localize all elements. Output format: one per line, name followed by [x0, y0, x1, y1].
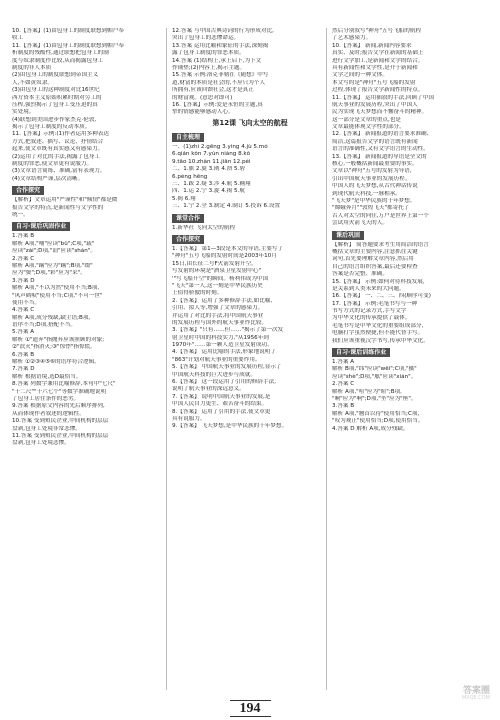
answer-line: 概括文章的主要内容,注意抓住关键: [332, 248, 418, 255]
answer-line: 制度的非人本质: [12, 64, 52, 71]
answer-line: 5.答案 A: [12, 329, 35, 336]
answer-line: 度与奴隶制度作比较,从而揭露包身工: [12, 57, 104, 64]
answer-line: 6.péng hēng: [172, 173, 208, 180]
watermark-logo: [420, 688, 490, 714]
answer-line: 答案是否完整、准确。: [332, 271, 388, 278]
answer-line: 11.【答案】(1)由包身工的制度联想到帕户奉: [12, 42, 124, 49]
watermark-subtext: MXQE.COM: [461, 695, 490, 702]
answer-line: 挚的情感能够感动人心。: [172, 109, 234, 116]
answer-line: 是关系到人类未来的大问题。: [332, 285, 405, 292]
answer-line: 【解析】文章运用"严谨性"和"倾情"都是微: [12, 197, 118, 204]
answer-line: 自己的语言组织答案,最后还要检查: [332, 263, 418, 270]
answer-line: 使用不当。: [12, 299, 40, 306]
answer-line: 9.答案 根据原文内容的先后顺序排列,: [12, 403, 105, 410]
answer-line: 具有新闻性和文学性,是介于新闻和: [332, 64, 418, 71]
answer-line: 收工: [12, 35, 24, 42]
answer-line: 2.答案 C: [332, 381, 355, 388]
answer-line: 然后分别叙写"神舟"五号飞船的航程: [332, 28, 422, 34]
section-header-row: [12, 183, 168, 197]
answer-line: 露了包身工制度的罪恶本质。: [172, 50, 245, 57]
answer-line: (4)文章结构严谨,层次清晰。: [12, 175, 84, 182]
answer-line: 1.答案 B: [12, 233, 35, 240]
answer-line: 中国航天科技的巨大进步与成就。: [172, 371, 256, 378]
section-header-row: [332, 345, 488, 359]
answer-line: 制度的罪恶,使文章更有说服力。: [12, 161, 93, 168]
answer-line: 2.答案 C: [12, 255, 35, 262]
answer-line: 上值得骄傲的时刻。: [172, 290, 223, 297]
answer-line: 压榨,强烈揭示了包身工受压迫的真: [12, 101, 98, 108]
answer-line: 说明了航天事业的深远意义。: [172, 386, 245, 393]
answer-line: 实处境。: [12, 109, 35, 116]
answer-line: "神舟"五号飞船的发射时间是2003年10月: [172, 253, 277, 260]
answer-line: 所拥有,应该回馈社会,这才是真正: [172, 87, 254, 94]
answer-line: 文章最能体现文学性的部分。: [332, 124, 405, 131]
answer-line: 起来,使文章既有真实感又有感染力。: [12, 146, 104, 153]
answer-line: 到现代航天科技,一脉相承。: [332, 190, 401, 197]
answer-line: 解析 A项,"不以为然"使用不当;B项,: [12, 285, 100, 292]
answer-line: "飞天"第一人,这一刻是中华民族历史: [172, 282, 263, 289]
answer-line: 7.【答案】 说明中国航天事业的发展,是: [172, 393, 271, 400]
answer-line: 解析 ①"遗弃"指抛弃应该照顾的对象;: [12, 336, 105, 343]
answer-line: 16.【答案】 一、二、三、四(顺序可变): [332, 293, 431, 300]
answer-line: 盘剥,包身工处境悲惨。: [12, 440, 70, 447]
section-header: 自习·课后训练作业: [332, 348, 390, 357]
answer-line: 【解析】 简答题要求考生用简洁的语言: [332, 241, 429, 248]
lesson-title: 第12课 飞向太空的航程: [212, 118, 288, 127]
section-header: 课后巩固: [332, 231, 364, 240]
answer-line: 15日,由长征二号F火箭发射升空。: [172, 260, 257, 267]
answer-line: 射卫星时中国的科技实力,"从1956年到: [172, 334, 269, 341]
answer-line: 解析 A项,成分残缺,缺主语;B项,: [12, 314, 91, 321]
answer-line: 从而体现作者叙述的逻辑性。: [12, 410, 85, 417]
answer-line: 三、1.跋 2.疑 3.涉 4.航 5.翱翔: [172, 181, 251, 188]
answer-line: 的发展历程与国外的航天事业作比较。: [172, 319, 268, 326]
answer-line: 揭示了包身工制度的反动本质。: [12, 124, 91, 131]
answer-line: (3)文章语言简练、准确,富有表现力。: [12, 168, 106, 175]
answer-line: 1.答案 A: [332, 359, 355, 366]
answer-line: 11.【答案】示例:(1)作者运用多种表达: [12, 131, 110, 138]
answer-line: 电脑打字虽然便捷,但不能代替手写。: [332, 330, 424, 337]
answer-line: 14.答案 (1)结构上,承上启下,为下文: [172, 57, 262, 64]
answer-line: 析制度的残酷性,通过联想把包身工的制: [12, 50, 109, 57]
answer-line: 的财富观。(意思对即可): [172, 94, 233, 101]
answer-line: 解析 A项,"翘首以待"使用恰当;C项,: [332, 410, 420, 417]
answer-line: 核心,一般概括新闻最重要的事实。: [332, 161, 418, 168]
column-left: [12, 28, 168, 448]
answer-line: 书写方式的记录方式,手写文字: [332, 308, 407, 315]
answer-line: ②"泯灭"指消灭;③"惊悸"指惊慌。: [12, 344, 96, 351]
answer-line: 5.【答案】 中国航天事业的发展历程,显示了: [172, 364, 282, 371]
answer-line: 真实、及时;报告文学在新闻的基础上: [332, 50, 424, 57]
answer-line: 引出中国航天事业的发展历程。: [332, 175, 411, 182]
answer-line: 文章以"神舟"五号的发射为导语,: [332, 168, 412, 175]
answer-line: 毛笔书写是中华文化的重要组成部分,: [332, 322, 424, 329]
answer-line: 8.【答案】 运用了引用的手法,使文章更: [172, 408, 271, 415]
answer-line: 进行文学加工,是新闻和文学的结合。: [332, 57, 424, 64]
answer-line: 4.答案 C: [12, 307, 35, 314]
answer-line: 4.【答案】 运用比喻的手法,形象地说明了: [172, 349, 276, 356]
answer-line: 9.【答案】 飞天梦想,是中华民族的千年梦想。: [172, 423, 288, 430]
answer-line: 文学之间的一种文体。: [332, 72, 388, 79]
section-header-row: [12, 219, 168, 233]
answer-line: 本文写的是"神舟"五号飞船的发射: [332, 79, 416, 86]
section-header: 自主梳理: [172, 133, 204, 142]
answer-line: 10.【答案】(1)由包身工的制度联想到帕户奉: [12, 28, 124, 34]
section-header: 合作探究: [172, 235, 204, 244]
answer-line: 人,不如黄奴隶。: [12, 79, 53, 86]
answer-line: "晌"应为"响";D项,"坐"应为"座"。: [332, 395, 417, 402]
answer-line: 了艺术感染力。: [332, 35, 372, 42]
section-header: 合作探究: [12, 186, 44, 195]
answer-line: 应为"赘";D项,"彩"应为"采"。: [12, 270, 86, 277]
answer-line: 10.答案 受到殖民企业,中间机构的层层: [12, 418, 109, 425]
answer-line: 应读"zài";D项,"讪"应读"shàn"。: [12, 248, 96, 255]
section-header: 课堂合作: [172, 214, 204, 223]
answer-line: 11.【答案】 运用插叙的手法,回顾了中国: [332, 94, 434, 101]
answer-line: 应读"shè";D项,"舷"应读"xián"。: [332, 373, 417, 380]
answer-line: 盘剥,包身工处境非常悲惨。: [12, 425, 81, 432]
answer-line: 13.【答案】 新闻报道的导语是全文的: [332, 153, 427, 160]
answer-line: 中国人民自力更生、艰苦奋斗的结果。: [172, 401, 268, 408]
answer-line: 了包身工居住条件的恶劣。: [12, 395, 80, 402]
answer-line: 6.【答案】 这一段运用了引用的修辞手法,: [172, 379, 276, 386]
answer-line: 3.【答案】"只有……但……"揭示了第一次发: [172, 327, 284, 334]
answer-line: 12.答案 与中国古典诗词的行为形成对比,: [172, 28, 274, 34]
answer-line: 古人对太空的向往,万户是世界上第一个: [332, 212, 429, 219]
answer-line: 解析 ①②③④⑤⑥的语序符合逻辑。: [12, 359, 100, 366]
answer-line: 3.答案 D: [12, 277, 35, 284]
answer-line: 引用、拟人等,增强了文章的感染力。: [172, 305, 264, 312]
answer-line: 我们应该重视汉字书写,传承中华文化。: [332, 337, 429, 344]
answer-line: 简洁,这篇报告文学的语言既有新闻: [332, 138, 418, 145]
section-header-row: [332, 228, 488, 242]
section-header-row: [172, 130, 328, 144]
answer-line: 中国人的飞天梦想,从古代神话传说: [332, 183, 418, 190]
section-header-row: [172, 232, 328, 246]
answer-line: 报告文学的特点,是新闻性与文学性的: [12, 204, 104, 211]
answer-line: 3.答案 B: [332, 403, 355, 410]
page-number-text: 194: [230, 700, 271, 717]
answer-line: 解析 A项,"蹒"应为"蹒";B项,"缀": [12, 262, 93, 269]
answer-line: 解析 A项,"喧"应为"暄";B项,: [332, 388, 402, 395]
answer-line: 1970年"……第一颗人造卫星发射成功。: [172, 342, 273, 349]
answer-line: 尝试用火箭飞天的人。: [332, 220, 388, 227]
answer-line: 1.【答案】 第1—3段是本文的导语,主要写了: [172, 246, 284, 252]
answer-line: "863"计划对航天事业的重要作用。: [172, 356, 261, 363]
answer-line: 方式,把叙述、描写、议论、抒情结合: [12, 138, 104, 145]
answer-line: 13.答案 运用比喻和象征的手法,深刻揭: [172, 42, 269, 49]
answer-line: 8.答案 列数字兼用比喻修辞,本句中"七尺": [12, 381, 116, 388]
answer-line: (4)联想到美国进步作家杰克·伦敦,: [12, 116, 97, 123]
answer-line: 15.【答案】 示例:如何对待科技发展,: [332, 278, 425, 285]
answer-line: 语言的准确性,又有文学语言的生动性。: [332, 146, 429, 153]
column-right: [332, 28, 488, 433]
section-header-row: [172, 211, 328, 225]
answer-line: 突出了包身工的悲惨命运。: [172, 35, 240, 42]
answer-line: 为中华文化的传承提供了载体。: [332, 315, 411, 322]
answer-line: 三、1.宁 2.全 3.制定 4.制订 5.投诉 6.设置: [172, 203, 281, 210]
answer-line: 二、1.旗 2.旋 3.阐 4.溃 5.碧: [172, 166, 245, 173]
answer-line: 12.【答案】 新闻报道的语言要求准确、: [332, 131, 433, 138]
answer-line: 解析 A项,"哺"应读"bǔ";C项,"载": [12, 240, 95, 247]
answer-line: 写发射的环境是"酒泉卫星发射中心": [172, 268, 262, 275]
answer-line: 语序不当;D项,搭配不当。: [12, 322, 76, 329]
answer-line: '"写飞船升空"的瞬间。杨利伟成为中国: [172, 275, 269, 282]
section-header: 自习·课后巩固作业: [12, 222, 70, 231]
answer-line: 5.揭 6.翔: [172, 195, 196, 202]
answer-line: 解析 根据语境,选D最恰当。: [12, 373, 82, 380]
answer-line: 航天事业的发展历程,突出了中国人: [332, 101, 418, 108]
answer-line: 4.答案 D 解析 A项,成分残缺。: [332, 425, 409, 432]
answer-line: "叹为观止"使用恰当;D项,使用恰当。: [332, 418, 424, 425]
answer-line: 2.【答案】 运用了多种修辞手法,如比喻、: [172, 297, 276, 304]
answer-line: 民为实现飞天梦想而不懈奋斗的精神。: [332, 109, 428, 116]
answer-line: 过程,体现了报告文学新闻性的特点。: [332, 87, 424, 94]
answer-line: 这一部分是文章的重点,也是: [332, 116, 401, 123]
answer-line: 6.答案 B: [12, 351, 35, 358]
answer-line: "嫦娥奔月""敦煌飞天"都寄托了: [332, 205, 410, 212]
answer-line: 并运用了对比的手法,将中国航天事业: [172, 312, 264, 319]
answer-line: 9.tāo 10.zhàn 11.jiān 12.péi: [172, 158, 251, 165]
answer-line: 10.【答案】 新闻,新闻内容要求: [332, 42, 412, 49]
answer-line: 11.答案 受到殖民企业,中间机构的层层: [12, 432, 109, 439]
answer-line: 作铺垫;(2)内容上,揭示主题。: [172, 64, 246, 71]
answer-line: 道,财富的本质是社会的,不应只为个人: [172, 79, 266, 86]
answer-line: 四、1.运 2.宁 3.旋 4.揭 5.航: [172, 188, 245, 195]
answer-line: 西方资本主义原始积累时期对劳工的: [12, 94, 102, 101]
answer-line: 词句,首先要理解文章内容,然后用: [332, 256, 414, 263]
answer-line: 统一。: [12, 211, 29, 218]
answer-line: 具有说服力。: [172, 415, 206, 422]
answer-line: 16.【答案】示例:爱是永恒的主题,真: [172, 101, 263, 108]
answer-line: (3)由包身工的这种制度对比16世纪: [12, 87, 100, 94]
answer-line: 17.【答案】 示例:毛笔书写与一种: [332, 300, 418, 307]
answer-line: "十二尺""十六七个"等数字准确地说明: [12, 388, 107, 395]
column-middle: [172, 28, 328, 431]
answer-line: 1.新华社 飞向太空的航程: [172, 224, 236, 231]
answer-line: "飞天梦"是中华民族的千年梦想。: [332, 197, 416, 204]
answer-line: "风声鹤唳"使用不当;C项,"不可一世": [12, 292, 103, 299]
answer-line: 7.答案 D: [12, 366, 35, 373]
watermark-text: 答案圈: [462, 686, 490, 696]
answer-line: 一、(1)zhì 2.gēng 3.yìng 4.jù 5.mó: [172, 144, 268, 151]
answer-line: 6.qián kǒn 7.yùn niàng 8.kǒ: [172, 151, 251, 158]
answer-line: 解析 B项,"纬"应读"wěi";C项,"摄": [332, 366, 417, 373]
answer-line: 15.答案 示例:洛克菲勒在《随想》中写: [172, 72, 269, 79]
answer-line: (2)由包身工的制度联想到帝国主义: [12, 72, 99, 79]
answer-line: (2)运用了对比的手法,揭露了包身工: [12, 153, 101, 160]
